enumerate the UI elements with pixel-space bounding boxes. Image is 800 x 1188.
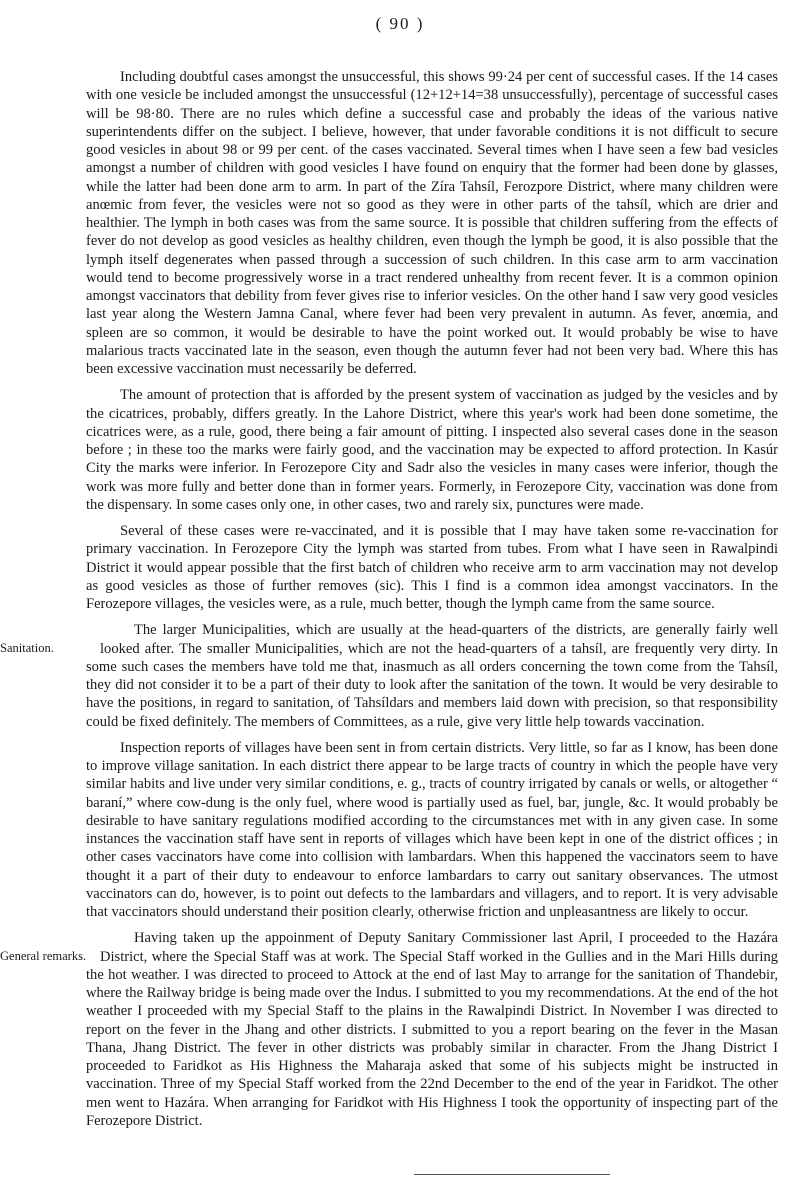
- paragraph-sanitation: The larger Municipalities, which are usually at the head-quarters of the districts, are generally fairly well looked after. The smaller Municipalities, which are not the head-quarters of a tahsíl, are frequently very dirty. In some such cases the members have told me that, inasmuch as all orders concerning the town come from the Tahsíl, they did not consider it to be a part of their duty to look after the sanitation of the town. It would be very desirable to have the positions, in regard to sanitation, of Tahsíldars and members laid down with precision, so that responsibility could be fixed definitely. The members of Committees, as a rule, give very little help towards vaccination.: [86, 622, 778, 730]
- closing-rule: [414, 1174, 610, 1175]
- paragraph-vesicle-results: Including doubtful cases amongst the unsuccessful, this shows 99·24 per cent of successful cases. If the 14 cases with one vesicle be included amongst the unsuccessful (12+12+14=38 unsuccessfully), percentage of successful cases will be 98·80. There are no rules which define a successful case and probably the ideas of the various native superintendents differ on the subject. I believe, however, that under favorable conditions it is not difficult to secure good vesicles in about 98 or 99 per cent. of the cases vaccinated. Several times when I have seen a few bad vesicles amongst a number of children with good vesicles I have found on enquiry that the former had been done by glasses, while the latter had been done arm to arm. In part of the Zíra Tahsíl, Ferozpore District, where many children were anœmic from fever, the vesicles were not so good as they were in other parts of the tahsíl, which are drier and healthier. The lymph in both cases was from the same source. It is possible that children suffering from the effects of fever do not develop as good vesicles as healthy children, even though the lymph be good, it is also possible that the lymph itself degenerates when passed through a succession of such children. In this case arm to arm vaccination would tend to become progressively worse in a tract rendered unhealthy from recent fever. It is a common opinion amongst vaccinators that debility from fever gives rise to inferior vesicles. On the other hand I saw very good vesicles last year along the Western Jamna Canal, where fever had been very prevalent in autumn. As fever, anœmia, and spleen are so common, it would be desirable to have the point worked out. It would probably be wise to have malarious tracts vaccinated late in the season, even though the autumn fever had not been very bad. Where this has been excessive vaccination must necessarily be deferred.: [86, 69, 778, 377]
- document-body: [0, 68, 778, 1138]
- margin-note-general-remarks: General remarks.: [0, 949, 87, 964]
- margin-note-sanitation: Sanitation.: [0, 641, 54, 656]
- paragraph-general-remarks: Having taken up the appoinment of Deputy Sanitary Commissioner last April, I proceeded to the Hazára District, where the Special Staff was at work. The Special Staff worked in the Gullies and in the Mari Hills during the hot weather. I was directed to proceed to Attock at the end of last May to arrange for the sanitation of Thandebir, where the Railway bridge is being made over the Indus. I submitted to you my recommendations. At the end of the hot weather I proceeded with my Special Staff to the plains in the Rawalpindi District. In November I was directed to report on the fever in the Jhang and other districts. I submitted to you a report bearing on the fever in the Masan Thana, Jhang District. The fever in other districts was probably similar in character. From the Jhang District I proceeded to Faridkot as His Highness the Maharaja asked that some of his subjects might be instructed in vaccination. Three of my Special Staff worked from the 22nd December to the end of the year in Faridkot. The other men went to Hazára. When arranging for Faridkot with His Highness I took the opportunity of inspecting part of the Ferozepore District.: [86, 930, 778, 1129]
- page-number: ( 90 ): [375, 14, 425, 33]
- paragraph-village-inspection: Inspection reports of villages have been sent in from certain districts. Very little, so far as I know, has been done to improve village sanitation. In each district there appear to be large tracts of country in which the people have very similar habits and live under very similar conditions, e. g., tracts of country irrigated by canals or wells, or altogether “ baraní,” where cow-dung is the only fuel, where wood is partially used as fuel, bar, jungle, &c. It would probably be desirable to have sanitary regulations modified according to the circumstances met with in any given case. In some instances the vaccination staff have sent in reports of villages which have been kept in one of the district offices ; in other cases vaccinators have come into collision with lambardars. When this happened the vaccinators seem to have thought it a part of their duty to endeavour to enforce lambardars to carry out sanitary observances. The utmost vaccinators can do, however, is to point out defects to the lambardars and villagers, and to report. It is very advisable that vaccinators should understand their position clearly, otherwise friction and unpleasantness are likely to occur.: [86, 739, 778, 920]
- paragraph-protection-cicatrices: The amount of protection that is afforded by the present system of vaccination as judged by the vesicles and by the cicatrices, probably, differs greatly. In the Lahore District, where this year's work had been done sometime, the cicatrices were, as a rule, good, there being a fair amount of pitting. I inspected also several cases done in the season before ; in these too the marks were fairly good, and the vaccination may be expected to afford protection. In Kasúr City the marks were inferior. In Ferozepore City and Sadr also the vesicles in many cases were inferior, though the work was more fully and better done than in former years. Formerly, in Ferozepore City, vaccination was done from the dispensary. In some cases only one, in other cases, two and rarely six, punctures were made.: [86, 387, 778, 513]
- paragraph-revaccination: Several of these cases were re-vaccinated, and it is possible that I may have taken some re-vaccination for primary vaccination. In Ferozepore City the lymph was started from tubes. From what I have seen in Rawalpindi District it would appear possible that the first batch of children who receive arm to arm vaccination may not develop as good vesicles as those of further removes (sic). This I find is a common idea amongst vaccinators. In the Ferozepore villages, the vesicles were, as a rule, much better, though the lymph came from the same source.: [86, 523, 778, 612]
